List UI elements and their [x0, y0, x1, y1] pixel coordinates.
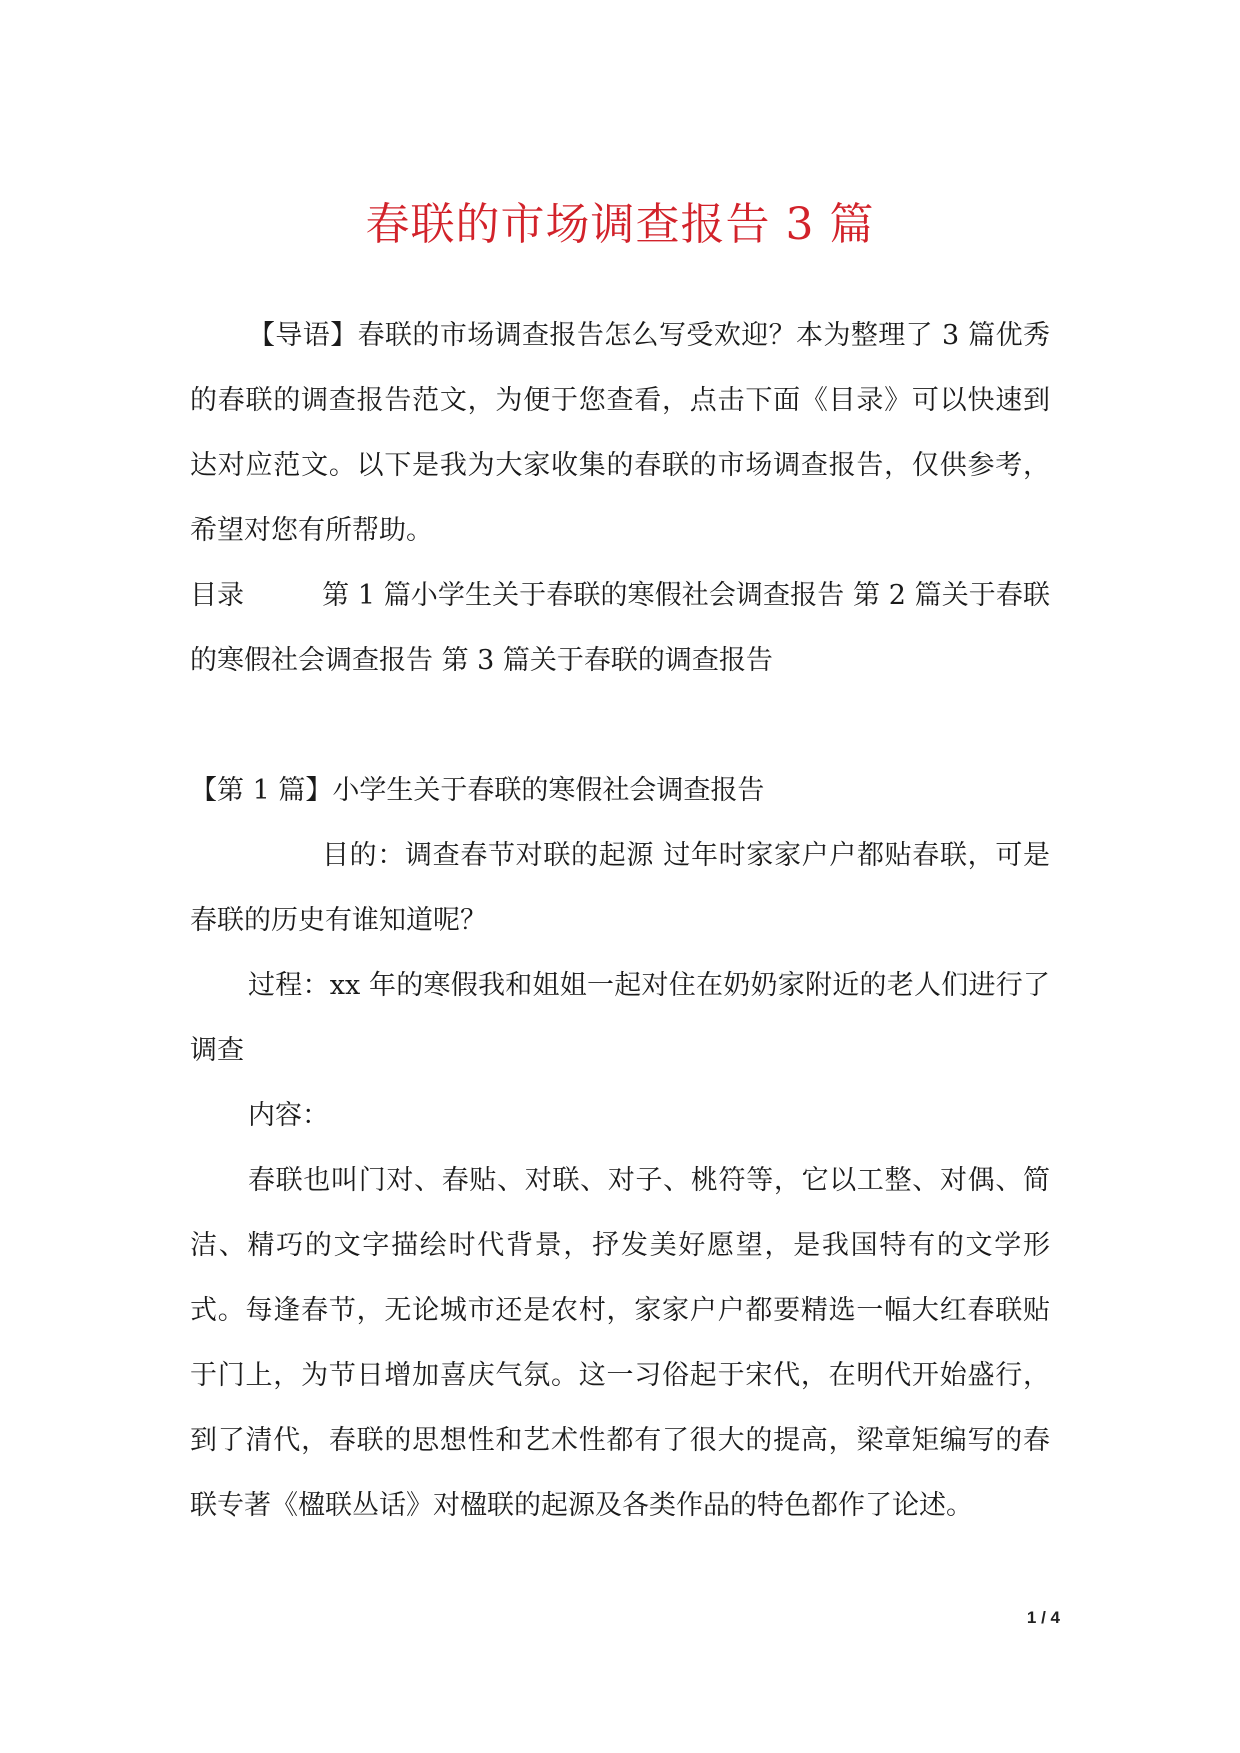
intro-paragraph: 【导语】春联的市场调查报告怎么写受欢迎？本为整理了 3 篇优秀的春联的调查报告范文，为便于您查看，点击下面《目录》可以快速到达对应范文。以下是我为大家收集的春联的市场调查报告，仅供参考，希望对您有所帮助。 [190, 320, 1050, 546]
section-heading: 【第 1 篇】小学生关于春联的寒假社会调查报告 [190, 775, 765, 806]
page-number: 1 / 4 [1026, 1608, 1060, 1627]
process-paragraph: 过程：xx 年的寒假我和姐姐一起对住在奶奶家附近的老人们进行了调查 [190, 970, 1050, 1066]
content-label: 内容： [248, 1100, 329, 1131]
document-title: 春联的市场调查报告 3 篇 [365, 199, 875, 250]
toc-items[interactable]: 第 1 篇小学生关于春联的寒假社会调查报告 第 2 篇关于春联的寒假社会调查报告 第 3 篇关于春联的调查报告 [190, 580, 1050, 676]
document-body [190, 303, 1050, 1538]
purpose-paragraph: 目的：调查春节对联的起源 过年时家家户户都贴春联，可是春联的历史有谁知道呢？ [190, 840, 1050, 936]
content-paragraph: 春联也叫门对、春贴、对联、对子、桃符等，它以工整、对偶、简洁、精巧的文字描绘时代背景，抒发美好愿望，是我国特有的文学形式。每逢春节，无论城市还是农村，家家户户都要精选一幅大红春联贴于门上，为节日增加喜庆气氛。这一习俗起于宋代，在明代开始盛行，到了清代，春联的思想性和艺术性都有了很大的提高，梁章矩编写的春联专著《楹联丛话》对楹联的起源及各类作品的特色都作了论述。 [190, 1165, 1050, 1521]
toc-label: 目录 [190, 580, 244, 611]
section-spacer [190, 693, 1050, 758]
table-of-contents [190, 563, 1050, 693]
